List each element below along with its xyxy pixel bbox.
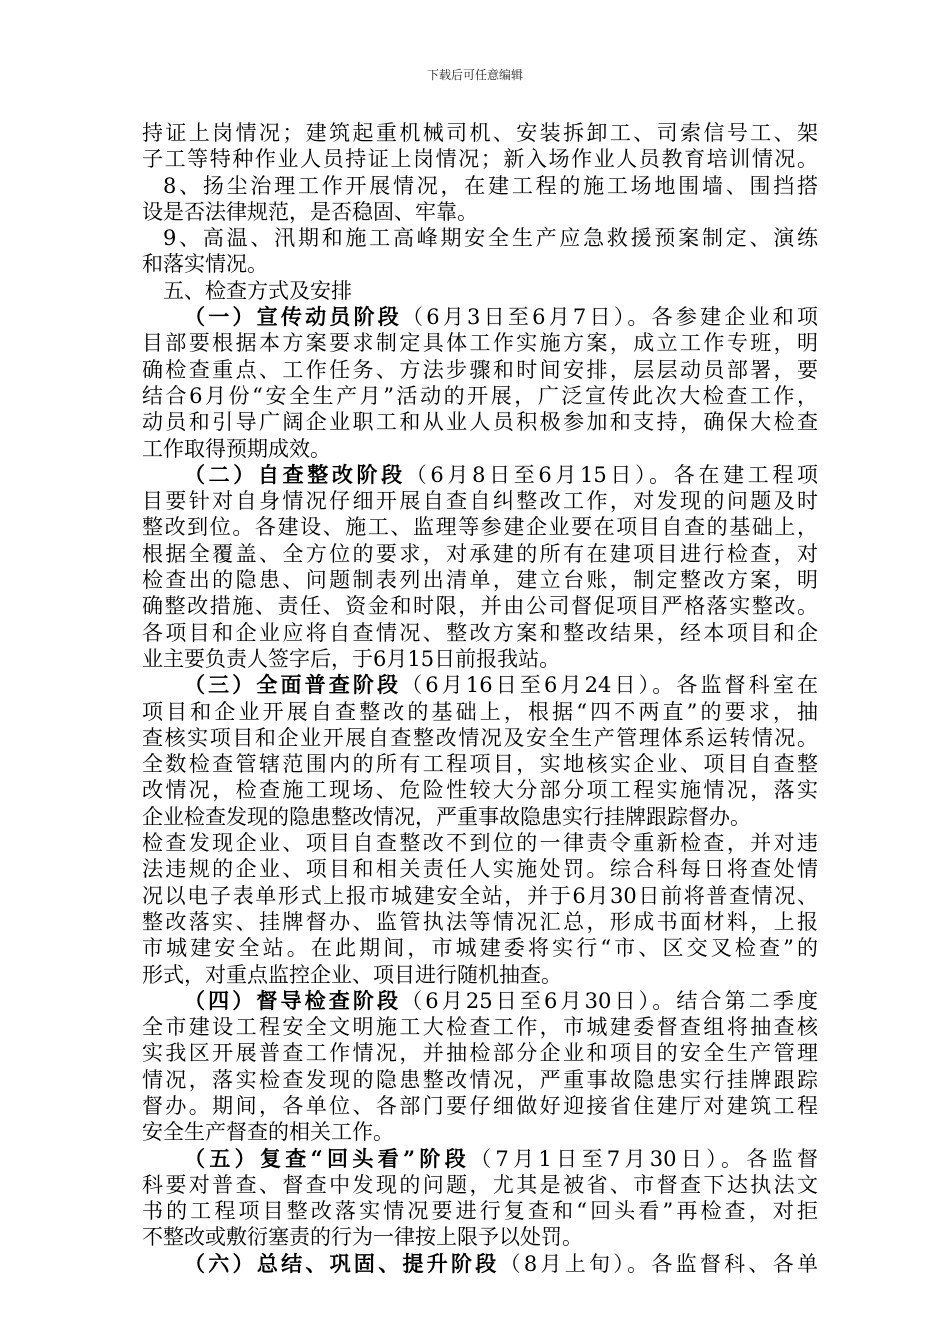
text-line — [142, 1172, 818, 1198]
text-line — [142, 1014, 818, 1040]
line-text: 况以电子表单形式上报市城建安全站，并于6月30日前将普查情况、 — [142, 883, 818, 908]
line-text: 目要针对自身情况仔细开展自查自纠整改工作，对发现的问题及时 — [142, 489, 818, 514]
line-text: 项目和企业开展自查整改的基础上，根据“四不两直”的要求，抽 — [142, 699, 818, 724]
text-line — [142, 488, 818, 514]
line-text: 和落实情况。 — [142, 252, 268, 277]
section-heading: （三）全面普查阶段 — [184, 672, 402, 698]
text-line — [142, 725, 818, 751]
text-line — [142, 804, 818, 830]
text-line — [142, 278, 818, 304]
line-text: 根据全覆盖、全方位的要求，对承建的所有在建项目进行检查，对 — [142, 541, 818, 566]
text-line — [142, 777, 818, 803]
text-line — [142, 1146, 818, 1172]
line-text: （6月3日至6月7日）。各参建企业和项 — [402, 305, 818, 330]
line-text: （8月上旬）。各监督科、各单 — [499, 1251, 818, 1276]
text-line — [142, 593, 818, 619]
text-line — [142, 1067, 818, 1093]
section-heading: （六）总结、巩固、提升阶段 — [184, 1250, 500, 1276]
text-line — [142, 1093, 818, 1119]
text-line — [142, 672, 818, 698]
section-heading: （二）自查整改阶段 — [184, 461, 406, 487]
text-line — [142, 935, 818, 961]
line-text: 形式，对重点监控企业、项目进行随机抽查。 — [142, 962, 562, 987]
text-line — [142, 436, 818, 462]
line-text: 检查出的隐患、问题制表列出清单，建立台账，制定整改方案，明 — [142, 568, 818, 593]
line-text: 9、高温、汛期和施工高峰期安全生产应急救援预案制定、演练 — [163, 226, 818, 251]
text-line — [142, 462, 818, 488]
text-line — [142, 383, 818, 409]
line-text: 书的工程项目整改落实情况要进行复查和“回头看”再检查，对拒 — [142, 1199, 818, 1224]
text-line — [142, 304, 818, 330]
line-text: 确检查重点、工作任务、方法步骤和时间安排，层层动员部署，要 — [142, 357, 818, 382]
text-line — [142, 962, 818, 988]
text-line — [142, 856, 818, 882]
line-text: 工作取得预期成效。 — [142, 436, 331, 461]
text-line — [142, 883, 818, 909]
line-text: 确整改措施、责任、资金和时限，并由公司督促项目严格落实整改。 — [142, 594, 818, 619]
text-line — [142, 1040, 818, 1066]
text-line — [142, 330, 818, 356]
text-line — [142, 173, 818, 199]
line-text: 改情况，检查施工现场、危险性较大分部分项工程实施情况，落实 — [142, 778, 818, 803]
line-text: 全数检查管辖范围内的所有工程项目，实地核实企业、项目自查整 — [142, 752, 818, 777]
text-line — [142, 699, 818, 725]
section-heading: （一）宣传动员阶段 — [184, 304, 403, 330]
text-line — [142, 146, 818, 172]
page-header: 下载后可任意编辑 — [426, 68, 523, 82]
text-line — [142, 988, 818, 1014]
line-text: 查核实项目和企业开展自查整改情况及安全生产管理体系运转情况。 — [142, 725, 818, 750]
line-text: （6月25日至6月30日）。结合第二季度 — [401, 988, 818, 1013]
line-text: 业主要负责人签字后，于6月15日前报我站。 — [142, 646, 561, 671]
text-line — [142, 1224, 818, 1250]
line-text: （6月16日至6月24日）。各监督科室在 — [401, 673, 818, 698]
text-line — [142, 1119, 818, 1145]
line-text: 8、扬尘治理工作开展情况，在建工程的施工场地围墙、围挡搭 — [163, 173, 818, 198]
line-text: 安全生产督查的相关工作。 — [142, 1120, 394, 1145]
line-text: 持证上岗情况；建筑起重机械司机、安装拆卸工、司索信号工、架 — [142, 121, 818, 145]
line-text: 结合6月份“安全生产月”活动的开展，广泛宣传此次大检查工作， — [142, 383, 818, 408]
text-line — [142, 199, 818, 225]
line-text: 检查发现企业、项目自查整改不到位的一律责令重新检查，并对违 — [142, 831, 818, 856]
text-line — [142, 751, 818, 777]
line-text: 企业检查发现的隐患整改情况，严重事故隐患实行挂牌跟踪督办。 — [142, 804, 751, 829]
line-text: 整改落实、挂牌督办、监管执法等情况汇总，形成书面材料，上报 — [142, 909, 818, 934]
line-text: 督办。期间，各单位、各部门要仔细做好迎接省住建厅对建筑工程 — [142, 1093, 818, 1118]
line-text: 整改到位。各建设、施工、监理等参建企业要在项目自查的基础上， — [142, 515, 818, 540]
line-text: （6月8日至6月15日）。各在建工程项 — [405, 462, 818, 487]
section-heading: （四）督导检查阶段 — [184, 987, 402, 1013]
line-text: 情况，落实检查发现的隐患整改情况，严重事故隐患实行挂牌跟踪 — [142, 1067, 818, 1092]
text-line — [142, 251, 818, 277]
line-text: 市城建安全站。在此期间，市城建委将实行“市、区交叉检查”的 — [142, 936, 818, 961]
line-text: （7月1日至7月30日）。各监督 — [470, 1146, 818, 1171]
text-line — [142, 225, 818, 251]
line-text: 五、检查方式及安排 — [163, 278, 352, 303]
text-line — [142, 541, 818, 567]
text-line — [142, 1251, 818, 1277]
line-text: 子工等特种作业人员持证上岗情况；新入场作业人员教育培训情况。 — [142, 147, 818, 172]
line-text: 目部要根据本方案要求制定具体工作实施方案，成立工作专班，明 — [142, 331, 818, 356]
text-line — [142, 646, 818, 672]
line-text: 设是否法律规范，是否稳固、牢靠。 — [142, 199, 478, 224]
line-text: 不整改或敷衍塞责的行为一律按上限予以处罚。 — [142, 1225, 583, 1250]
text-line — [142, 830, 818, 856]
text-line — [142, 909, 818, 935]
text-line — [142, 620, 818, 646]
text-line — [142, 357, 818, 383]
text-line — [142, 120, 818, 146]
line-text: 各项目和企业应将自查情况、整改方案和整改结果，经本项目和企 — [142, 620, 818, 645]
line-text: 科要对普查、督查中发现的问题，尤其是被省、市督查下达执法文 — [142, 1172, 818, 1197]
line-text: 实我区开展普查工作情况，并抽检部分企业和项目的安全生产管理 — [142, 1041, 818, 1066]
line-text: 法违规的企业、项目和相关责任人实施处罚。综合科每日将查处情 — [142, 857, 818, 882]
text-line — [142, 514, 818, 540]
document-body — [142, 120, 818, 1277]
line-text: 全市建设工程安全文明施工大检查工作，市城建委督查组将抽查核 — [142, 1015, 818, 1040]
text-line — [142, 1198, 818, 1224]
text-line — [142, 409, 818, 435]
section-heading: （五）复查“回头看”阶段 — [184, 1145, 471, 1171]
text-line — [142, 567, 818, 593]
line-text: 动员和引导广阔企业职工和从业人员积极参加和支持，确保大检查 — [142, 410, 818, 435]
